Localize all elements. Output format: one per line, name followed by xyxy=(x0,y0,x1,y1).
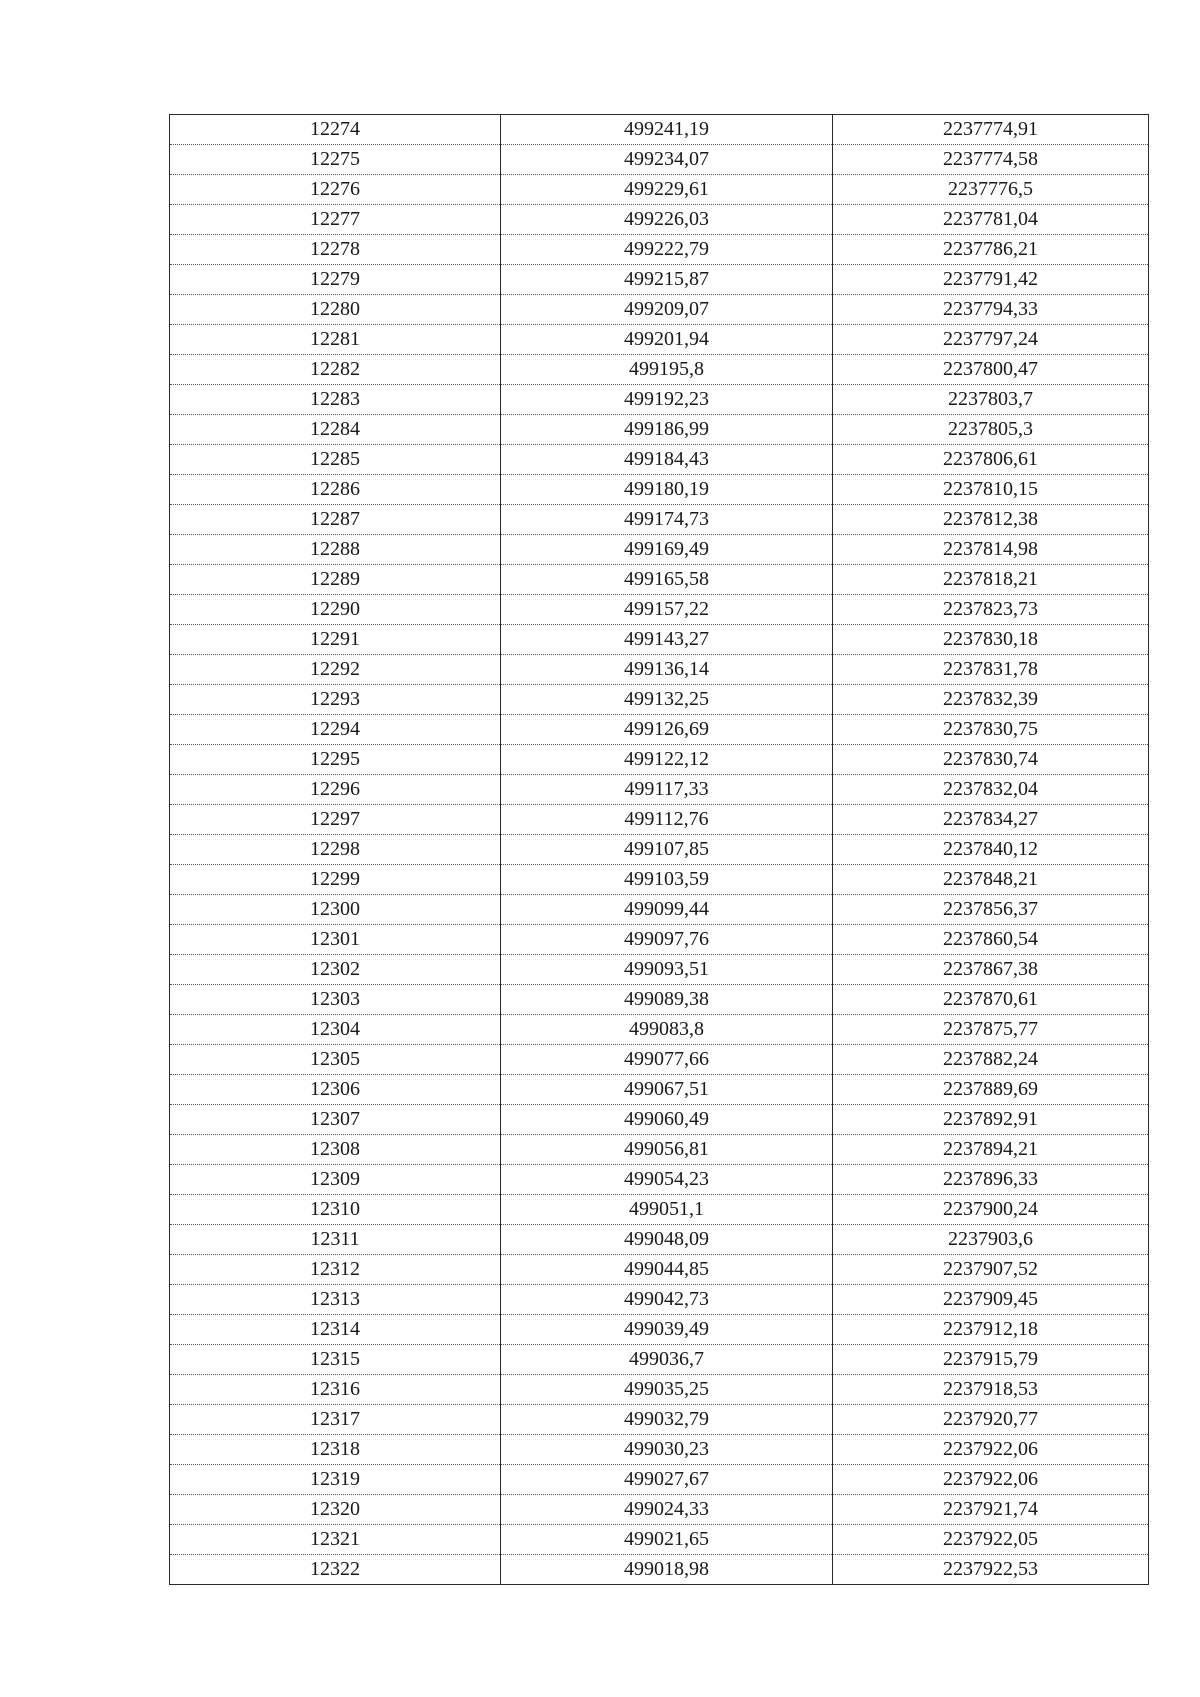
table-row xyxy=(170,745,1149,775)
table-row xyxy=(170,715,1149,745)
y-coordinate-cell: 2237806,61 xyxy=(833,445,1149,475)
table-row xyxy=(170,505,1149,535)
y-coordinate-cell: 2237830,18 xyxy=(833,625,1149,655)
point-number-cell: 12309 xyxy=(170,1165,501,1195)
point-number-cell: 12307 xyxy=(170,1105,501,1135)
x-coordinate-cell: 499024,33 xyxy=(501,1495,833,1525)
table-row xyxy=(170,1105,1149,1135)
table-row xyxy=(170,205,1149,235)
point-number-cell: 12304 xyxy=(170,1015,501,1045)
point-number-cell: 12292 xyxy=(170,655,501,685)
point-number-cell: 12275 xyxy=(170,145,501,175)
x-coordinate-cell: 499234,07 xyxy=(501,145,833,175)
point-number-cell: 12290 xyxy=(170,595,501,625)
x-coordinate-cell: 499184,43 xyxy=(501,445,833,475)
x-coordinate-cell: 499039,49 xyxy=(501,1315,833,1345)
table-row xyxy=(170,595,1149,625)
x-coordinate-cell: 499097,76 xyxy=(501,925,833,955)
y-coordinate-cell: 2237915,79 xyxy=(833,1345,1149,1375)
table-row xyxy=(170,1165,1149,1195)
y-coordinate-cell: 2237776,5 xyxy=(833,175,1149,205)
y-coordinate-cell: 2237834,27 xyxy=(833,805,1149,835)
y-coordinate-cell: 2237803,7 xyxy=(833,385,1149,415)
y-coordinate-cell: 2237818,21 xyxy=(833,565,1149,595)
point-number-cell: 12283 xyxy=(170,385,501,415)
table-row xyxy=(170,1555,1149,1585)
y-coordinate-cell: 2237907,52 xyxy=(833,1255,1149,1285)
table-row xyxy=(170,1345,1149,1375)
table-row xyxy=(170,325,1149,355)
y-coordinate-cell: 2237805,3 xyxy=(833,415,1149,445)
y-coordinate-cell: 2237922,05 xyxy=(833,1525,1149,1555)
table-row xyxy=(170,1045,1149,1075)
x-coordinate-cell: 499165,58 xyxy=(501,565,833,595)
table-row xyxy=(170,985,1149,1015)
point-number-cell: 12315 xyxy=(170,1345,501,1375)
x-coordinate-cell: 499209,07 xyxy=(501,295,833,325)
table-row xyxy=(170,1435,1149,1465)
point-number-cell: 12285 xyxy=(170,445,501,475)
point-number-cell: 12305 xyxy=(170,1045,501,1075)
table-row xyxy=(170,1315,1149,1345)
y-coordinate-cell: 2237830,75 xyxy=(833,715,1149,745)
table-row xyxy=(170,1405,1149,1435)
y-coordinate-cell: 2237909,45 xyxy=(833,1285,1149,1315)
y-coordinate-cell: 2237918,53 xyxy=(833,1375,1149,1405)
x-coordinate-cell: 499036,7 xyxy=(501,1345,833,1375)
table-row xyxy=(170,235,1149,265)
y-coordinate-cell: 2237832,39 xyxy=(833,685,1149,715)
x-coordinate-cell: 499169,49 xyxy=(501,535,833,565)
x-coordinate-cell: 499067,51 xyxy=(501,1075,833,1105)
table-row xyxy=(170,295,1149,325)
table-row xyxy=(170,1195,1149,1225)
y-coordinate-cell: 2237774,91 xyxy=(833,115,1149,145)
coordinates-table xyxy=(169,114,1149,1585)
y-coordinate-cell: 2237848,21 xyxy=(833,865,1149,895)
x-coordinate-cell: 499136,14 xyxy=(501,655,833,685)
y-coordinate-cell: 2237831,78 xyxy=(833,655,1149,685)
point-number-cell: 12319 xyxy=(170,1465,501,1495)
table-row xyxy=(170,1225,1149,1255)
x-coordinate-cell: 499132,25 xyxy=(501,685,833,715)
y-coordinate-cell: 2237920,77 xyxy=(833,1405,1149,1435)
y-coordinate-cell: 2237794,33 xyxy=(833,295,1149,325)
point-number-cell: 12279 xyxy=(170,265,501,295)
table-row xyxy=(170,775,1149,805)
point-number-cell: 12316 xyxy=(170,1375,501,1405)
x-coordinate-cell: 499107,85 xyxy=(501,835,833,865)
x-coordinate-cell: 499032,79 xyxy=(501,1405,833,1435)
y-coordinate-cell: 2237860,54 xyxy=(833,925,1149,955)
point-number-cell: 12296 xyxy=(170,775,501,805)
point-number-cell: 12286 xyxy=(170,475,501,505)
point-number-cell: 12317 xyxy=(170,1405,501,1435)
point-number-cell: 12321 xyxy=(170,1525,501,1555)
point-number-cell: 12313 xyxy=(170,1285,501,1315)
y-coordinate-cell: 2237922,06 xyxy=(833,1435,1149,1465)
x-coordinate-cell: 499018,98 xyxy=(501,1555,833,1585)
table-row xyxy=(170,1075,1149,1105)
point-number-cell: 12294 xyxy=(170,715,501,745)
point-number-cell: 12291 xyxy=(170,625,501,655)
y-coordinate-cell: 2237870,61 xyxy=(833,985,1149,1015)
y-coordinate-cell: 2237921,74 xyxy=(833,1495,1149,1525)
x-coordinate-cell: 499089,38 xyxy=(501,985,833,1015)
y-coordinate-cell: 2237840,12 xyxy=(833,835,1149,865)
y-coordinate-cell: 2237800,47 xyxy=(833,355,1149,385)
table-row xyxy=(170,1525,1149,1555)
y-coordinate-cell: 2237882,24 xyxy=(833,1045,1149,1075)
x-coordinate-cell: 499222,79 xyxy=(501,235,833,265)
table-row xyxy=(170,1495,1149,1525)
point-number-cell: 12306 xyxy=(170,1075,501,1105)
point-number-cell: 12284 xyxy=(170,415,501,445)
x-coordinate-cell: 499083,8 xyxy=(501,1015,833,1045)
y-coordinate-cell: 2237797,24 xyxy=(833,325,1149,355)
x-coordinate-cell: 499030,23 xyxy=(501,1435,833,1465)
y-coordinate-cell: 2237781,04 xyxy=(833,205,1149,235)
point-number-cell: 12302 xyxy=(170,955,501,985)
x-coordinate-cell: 499122,12 xyxy=(501,745,833,775)
y-coordinate-cell: 2237774,58 xyxy=(833,145,1149,175)
y-coordinate-cell: 2237830,74 xyxy=(833,745,1149,775)
point-number-cell: 12318 xyxy=(170,1435,501,1465)
x-coordinate-cell: 499112,76 xyxy=(501,805,833,835)
y-coordinate-cell: 2237832,04 xyxy=(833,775,1149,805)
x-coordinate-cell: 499056,81 xyxy=(501,1135,833,1165)
y-coordinate-cell: 2237812,38 xyxy=(833,505,1149,535)
x-coordinate-cell: 499099,44 xyxy=(501,895,833,925)
table-row xyxy=(170,835,1149,865)
table-row xyxy=(170,355,1149,385)
table-row xyxy=(170,265,1149,295)
y-coordinate-cell: 2237875,77 xyxy=(833,1015,1149,1045)
table-row xyxy=(170,445,1149,475)
y-coordinate-cell: 2237892,91 xyxy=(833,1105,1149,1135)
point-number-cell: 12293 xyxy=(170,685,501,715)
table-row xyxy=(170,805,1149,835)
table-row xyxy=(170,625,1149,655)
x-coordinate-cell: 499195,8 xyxy=(501,355,833,385)
point-number-cell: 12300 xyxy=(170,895,501,925)
table-row xyxy=(170,865,1149,895)
x-coordinate-cell: 499051,1 xyxy=(501,1195,833,1225)
table-row xyxy=(170,1015,1149,1045)
point-number-cell: 12311 xyxy=(170,1225,501,1255)
point-number-cell: 12274 xyxy=(170,115,501,145)
x-coordinate-cell: 499077,66 xyxy=(501,1045,833,1075)
point-number-cell: 12280 xyxy=(170,295,501,325)
x-coordinate-cell: 499157,22 xyxy=(501,595,833,625)
y-coordinate-cell: 2237810,15 xyxy=(833,475,1149,505)
table-row xyxy=(170,115,1149,145)
y-coordinate-cell: 2237856,37 xyxy=(833,895,1149,925)
point-number-cell: 12278 xyxy=(170,235,501,265)
point-number-cell: 12277 xyxy=(170,205,501,235)
x-coordinate-cell: 499103,59 xyxy=(501,865,833,895)
table-row xyxy=(170,415,1149,445)
table-row xyxy=(170,1285,1149,1315)
table-row xyxy=(170,895,1149,925)
x-coordinate-cell: 499201,94 xyxy=(501,325,833,355)
point-number-cell: 12288 xyxy=(170,535,501,565)
x-coordinate-cell: 499186,99 xyxy=(501,415,833,445)
point-number-cell: 12287 xyxy=(170,505,501,535)
table-row xyxy=(170,145,1149,175)
table-row xyxy=(170,655,1149,685)
point-number-cell: 12298 xyxy=(170,835,501,865)
y-coordinate-cell: 2237912,18 xyxy=(833,1315,1149,1345)
y-coordinate-cell: 2237894,21 xyxy=(833,1135,1149,1165)
table-row xyxy=(170,1375,1149,1405)
x-coordinate-cell: 499027,67 xyxy=(501,1465,833,1495)
table-row xyxy=(170,955,1149,985)
x-coordinate-cell: 499126,69 xyxy=(501,715,833,745)
y-coordinate-cell: 2237900,24 xyxy=(833,1195,1149,1225)
x-coordinate-cell: 499192,23 xyxy=(501,385,833,415)
y-coordinate-cell: 2237889,69 xyxy=(833,1075,1149,1105)
point-number-cell: 12320 xyxy=(170,1495,501,1525)
point-number-cell: 12299 xyxy=(170,865,501,895)
y-coordinate-cell: 2237903,6 xyxy=(833,1225,1149,1255)
y-coordinate-cell: 2237823,73 xyxy=(833,595,1149,625)
table-row xyxy=(170,565,1149,595)
y-coordinate-cell: 2237922,06 xyxy=(833,1465,1149,1495)
x-coordinate-cell: 499048,09 xyxy=(501,1225,833,1255)
point-number-cell: 12295 xyxy=(170,745,501,775)
y-coordinate-cell: 2237896,33 xyxy=(833,1165,1149,1195)
table-row xyxy=(170,685,1149,715)
point-number-cell: 12314 xyxy=(170,1315,501,1345)
point-number-cell: 12281 xyxy=(170,325,501,355)
point-number-cell: 12276 xyxy=(170,175,501,205)
x-coordinate-cell: 499226,03 xyxy=(501,205,833,235)
point-number-cell: 12301 xyxy=(170,925,501,955)
y-coordinate-cell: 2237922,53 xyxy=(833,1555,1149,1585)
x-coordinate-cell: 499241,19 xyxy=(501,115,833,145)
x-coordinate-cell: 499054,23 xyxy=(501,1165,833,1195)
table-row xyxy=(170,1135,1149,1165)
y-coordinate-cell: 2237791,42 xyxy=(833,265,1149,295)
y-coordinate-cell: 2237786,21 xyxy=(833,235,1149,265)
x-coordinate-cell: 499180,19 xyxy=(501,475,833,505)
y-coordinate-cell: 2237814,98 xyxy=(833,535,1149,565)
point-number-cell: 12308 xyxy=(170,1135,501,1165)
table-row xyxy=(170,475,1149,505)
table-row xyxy=(170,535,1149,565)
x-coordinate-cell: 499044,85 xyxy=(501,1255,833,1285)
x-coordinate-cell: 499174,73 xyxy=(501,505,833,535)
x-coordinate-cell: 499021,65 xyxy=(501,1525,833,1555)
point-number-cell: 12282 xyxy=(170,355,501,385)
coordinates-table-body xyxy=(170,115,1149,1585)
x-coordinate-cell: 499035,25 xyxy=(501,1375,833,1405)
x-coordinate-cell: 499117,33 xyxy=(501,775,833,805)
point-number-cell: 12310 xyxy=(170,1195,501,1225)
x-coordinate-cell: 499229,61 xyxy=(501,175,833,205)
y-coordinate-cell: 2237867,38 xyxy=(833,955,1149,985)
point-number-cell: 12312 xyxy=(170,1255,501,1285)
point-number-cell: 12289 xyxy=(170,565,501,595)
point-number-cell: 12297 xyxy=(170,805,501,835)
x-coordinate-cell: 499143,27 xyxy=(501,625,833,655)
table-row xyxy=(170,1465,1149,1495)
x-coordinate-cell: 499060,49 xyxy=(501,1105,833,1135)
table-row xyxy=(170,925,1149,955)
point-number-cell: 12322 xyxy=(170,1555,501,1585)
point-number-cell: 12303 xyxy=(170,985,501,1015)
x-coordinate-cell: 499042,73 xyxy=(501,1285,833,1315)
table-row xyxy=(170,1255,1149,1285)
x-coordinate-cell: 499093,51 xyxy=(501,955,833,985)
table-row xyxy=(170,175,1149,205)
x-coordinate-cell: 499215,87 xyxy=(501,265,833,295)
table-row xyxy=(170,385,1149,415)
